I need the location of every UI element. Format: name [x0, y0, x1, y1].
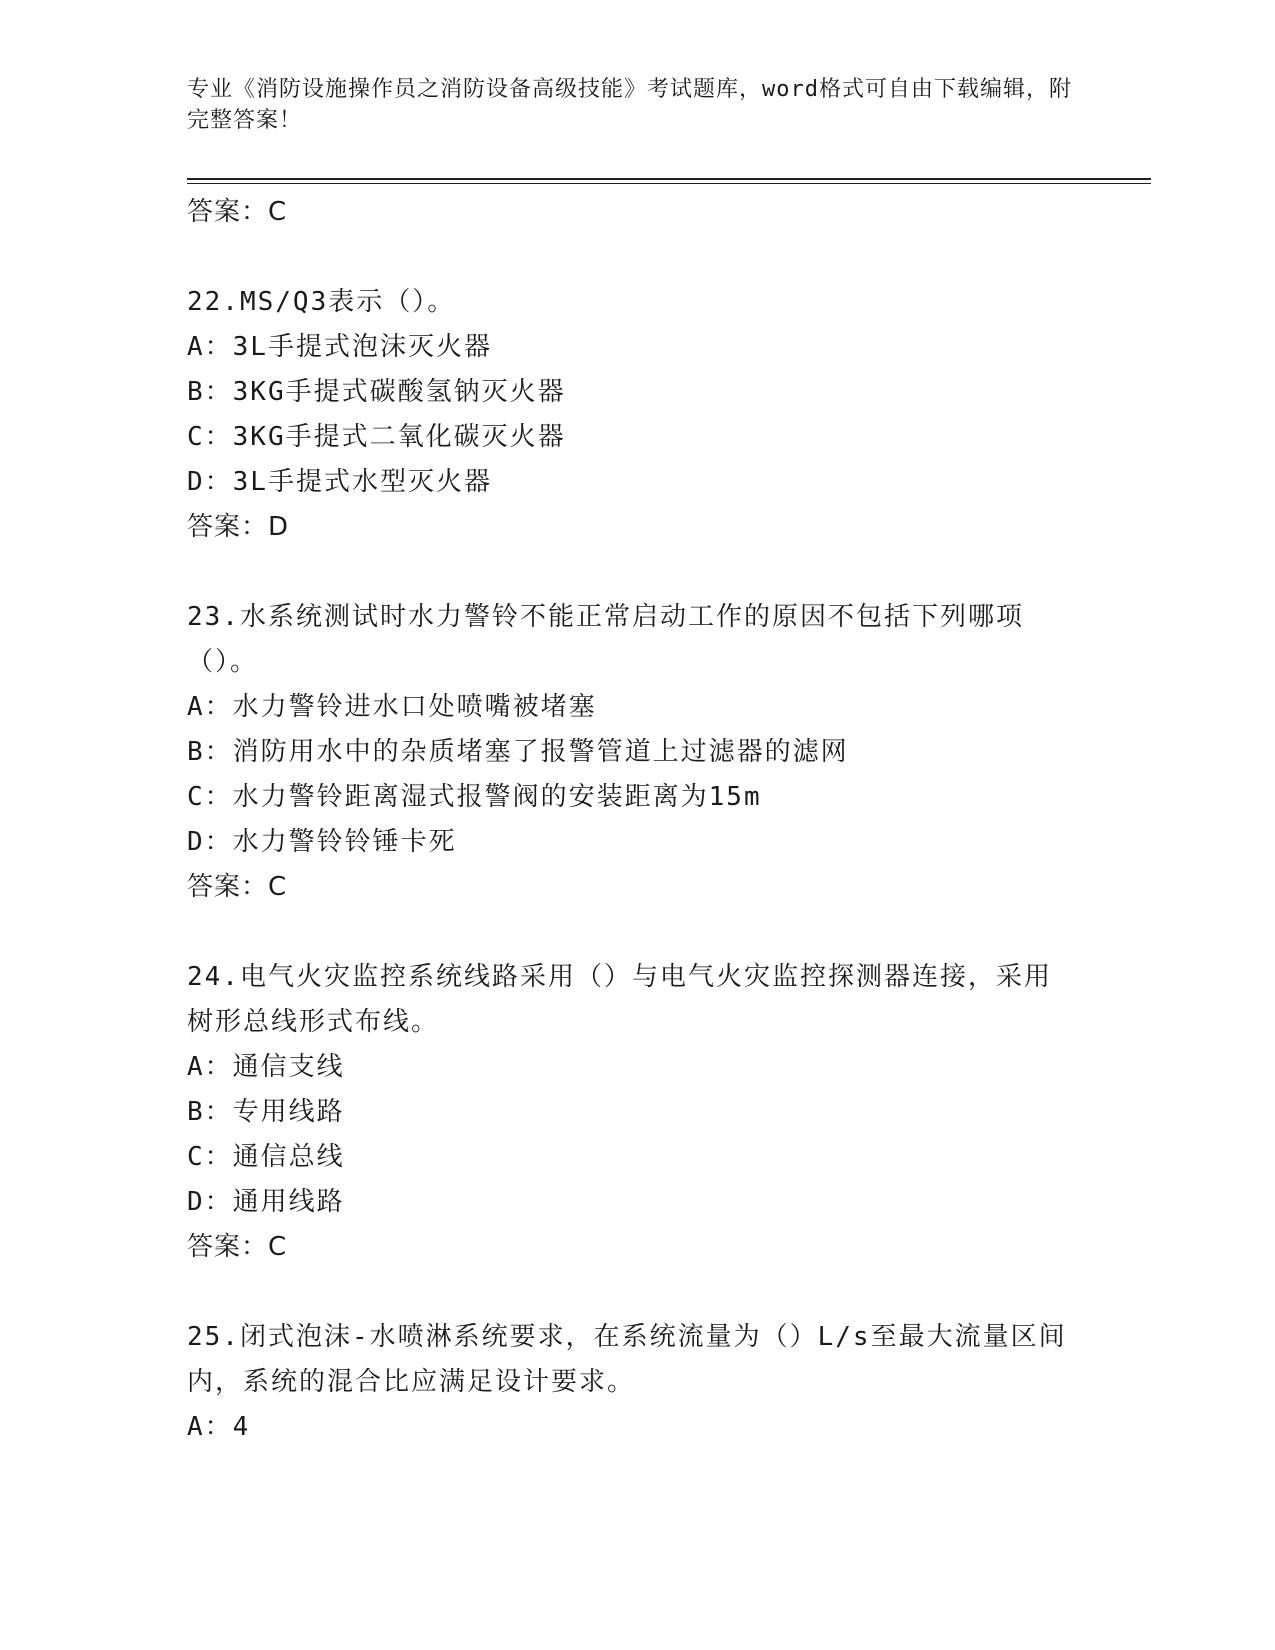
option-d: D：通用线路: [187, 1187, 345, 1217]
answer-line: 答案：C: [187, 1232, 288, 1262]
option-a: A：3L手提式泡沫灭火器: [187, 332, 492, 362]
option-a: A：4: [187, 1412, 251, 1442]
option-a: A：通信支线: [187, 1052, 345, 1082]
answer-line: 答案：C: [187, 872, 288, 902]
question-stem: 24.电气火灾监控系统线路采用（）与电气火灾监控探测器连接，采用树形总线形式布线。: [187, 962, 1052, 1037]
option-b: B：专用线路: [187, 1097, 345, 1127]
spacer: [187, 550, 1087, 595]
option-c: C：通信总线: [187, 1142, 345, 1172]
spacer: [187, 910, 1087, 955]
spacer: [187, 235, 1087, 280]
option-d: D：3L手提式水型灭火器: [187, 467, 492, 497]
header-divider-thick: [187, 178, 1151, 180]
option-b: B：3KG手提式碳酸氢钠灭火器: [187, 377, 566, 407]
header-divider-thin: [187, 183, 1151, 184]
answer-line: 答案：C: [187, 197, 288, 227]
document-header: 专业《消防设施操作员之消防设备高级技能》考试题库，word格式可自由下载编辑，附完整答案！: [187, 77, 1072, 133]
question-stem: 23.水系统测试时水力警铃不能正常启动工作的原因不包括下列哪项（）。: [187, 602, 1024, 677]
question-stem: 25.闭式泡沫-水喷淋系统要求，在系统流量为（）L/s至最大流量区间内，系统的混合比应满足设计要求。: [187, 1322, 1067, 1397]
option-a: A：水力警铃进水口处喷嘴被堵塞: [187, 692, 597, 722]
answer-line: 答案：D: [187, 512, 290, 542]
option-b: B：消防用水中的杂质堵塞了报警管道上过滤器的滤网: [187, 737, 849, 767]
spacer: [187, 1270, 1087, 1315]
option-c: C：3KG手提式二氧化碳灭火器: [187, 422, 566, 452]
question-stem: 22.MS/Q3表示（）。: [187, 287, 456, 317]
question-list: [187, 190, 1087, 1450]
option-d: D：水力警铃铃锤卡死: [187, 827, 457, 857]
option-c: C：水力警铃距离湿式报警阀的安装距离为15m: [187, 782, 762, 812]
